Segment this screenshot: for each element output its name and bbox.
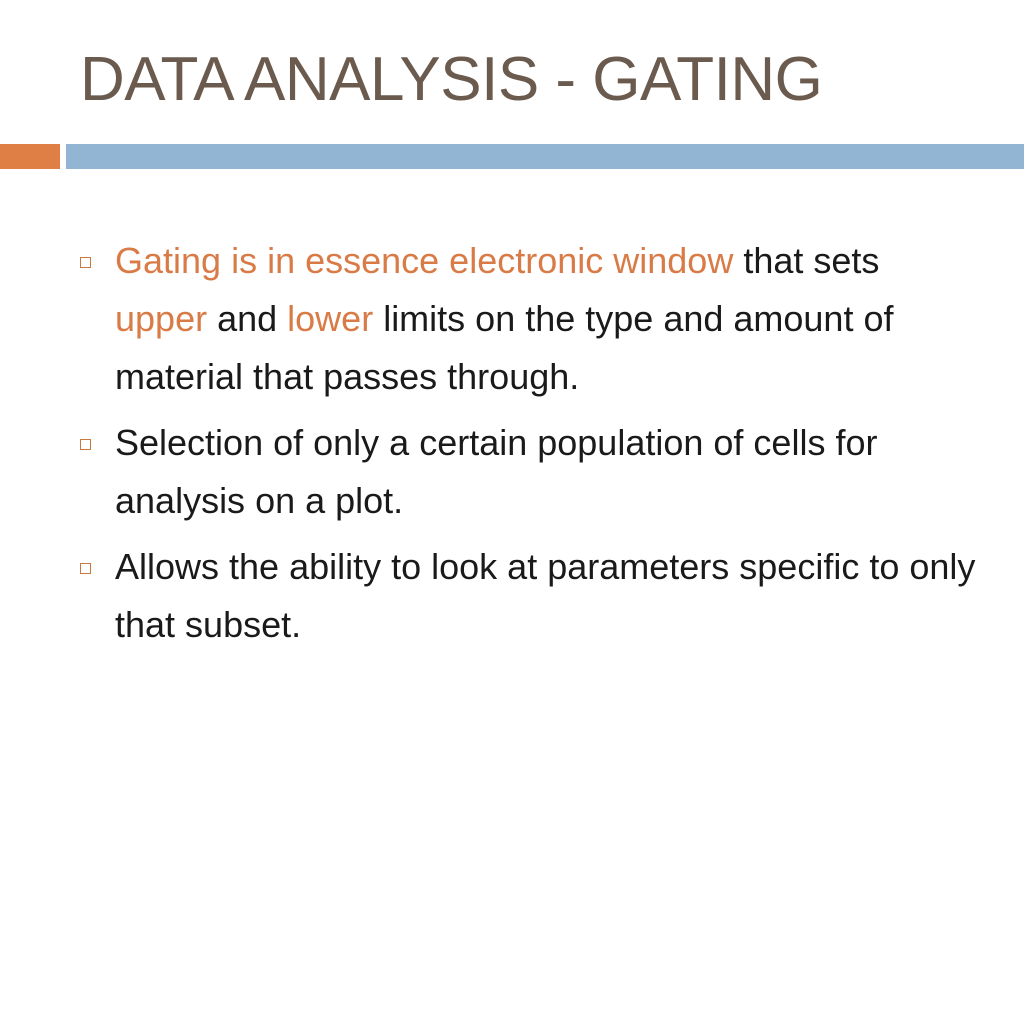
bullet-text-segment: limits on the type and amount of material that passes through. [115,298,894,397]
bullet-text-segment: upper [115,298,208,339]
square-bullet-icon [80,257,91,268]
bullet-text-segment: Allows the ability to look at parameters specific to only that subset. [115,546,976,645]
bullet-text-segment: and [207,298,288,339]
bullet-list [80,232,980,662]
title-accent-bar-blue [66,144,1024,169]
square-bullet-icon [80,563,91,574]
bullet-item [80,414,980,530]
title-accent-bar-orange [0,144,60,169]
bullet-text-segment: lower [287,298,374,339]
bullet-text-segment: Selection of only a certain population of cells for analysis on a plot. [115,422,878,521]
bullet-item [80,232,980,406]
bullet-text-segment: that sets [733,240,880,281]
slide-title: DATA ANALYSIS - GATING [80,45,823,114]
bullet-text-segment: Gating is in essence electronic window [115,240,734,281]
square-bullet-icon [80,439,91,450]
bullet-item [80,538,980,654]
